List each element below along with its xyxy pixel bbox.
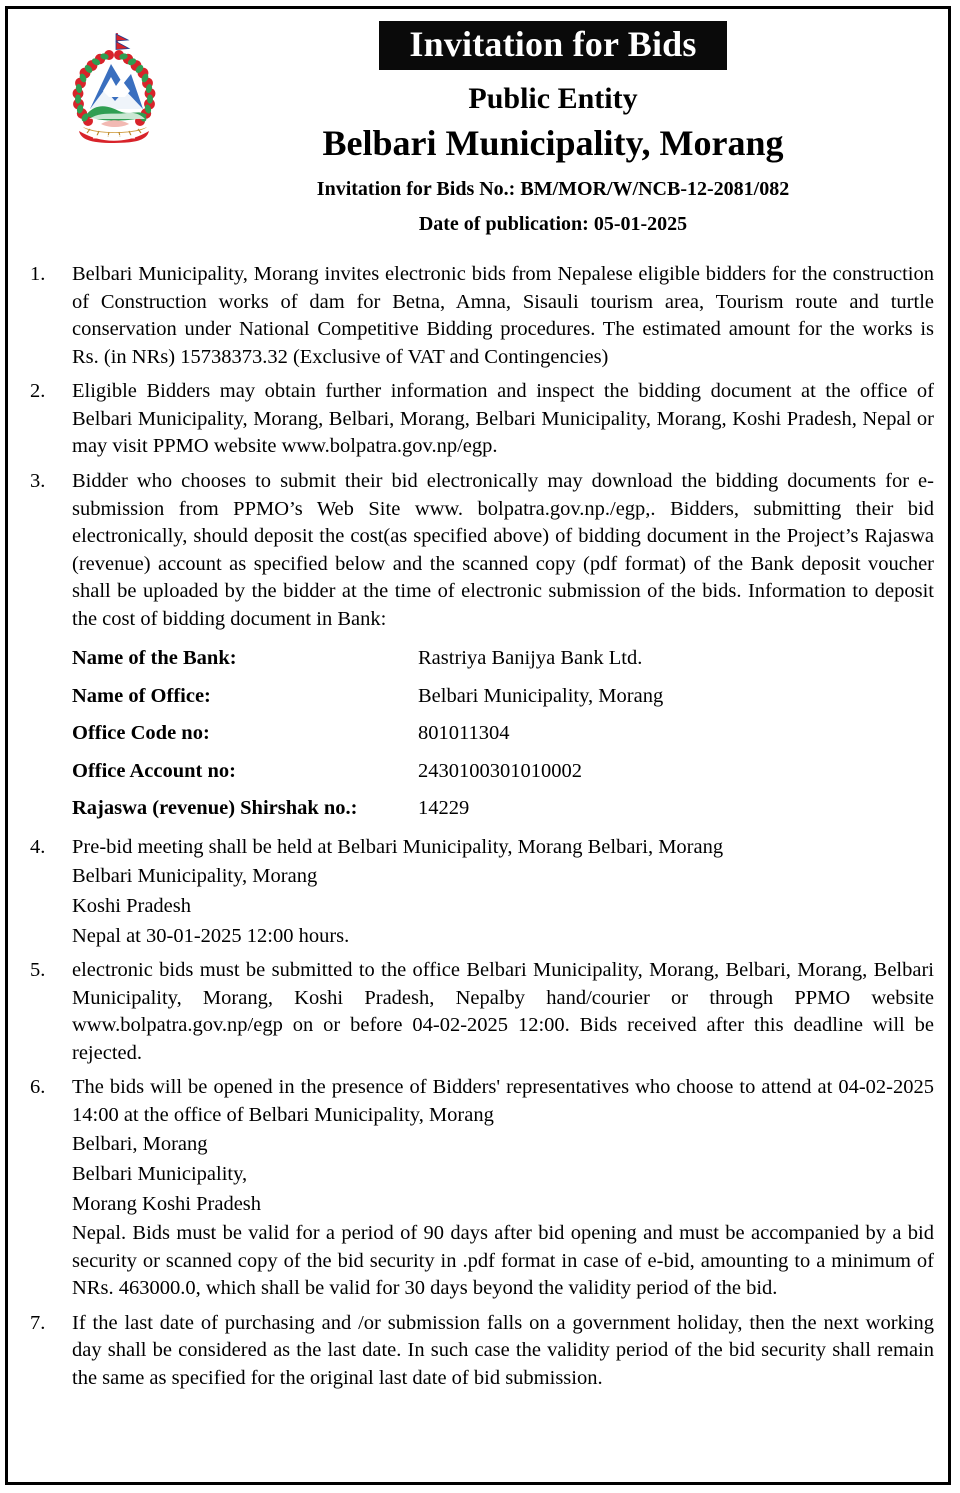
clause-item — [22, 834, 934, 950]
bank-detail-label: Office Account no: — [72, 759, 236, 782]
clause-number: 6. — [30, 1076, 46, 1099]
clause-item — [22, 1074, 934, 1303]
table-row — [72, 790, 663, 828]
clause-subline: Belbari, Morang — [72, 1133, 208, 1156]
clause-text: Pre-bid meeting shall be held at Belbari Municipality, Morang Belbari, Morang — [72, 835, 724, 858]
table-row — [72, 715, 663, 753]
clause-text: Bidder who chooses to submit their bid electronically may download the bidding documents for e-submission from PPMO’s Web Site www. bolpatra.gov.np./egp,. Bidders, submitting their bid electronically, should deposit the cost(as specified above) of bidding document in the Project’s Rajaswa (revenue) account as specified below and the scanned copy (pdf format) of the Bank deposit voucher shall be uploaded by the bidder at the time of electronic submission of the bids. Information to deposit the cost of bidding document in Bank: — [72, 469, 934, 630]
document-header — [16, 13, 940, 261]
table-row — [72, 753, 663, 791]
publication-date: Date of publication: 05-01-2025 — [418, 213, 688, 236]
entity-name: Belbari Municipality, Morang — [322, 122, 784, 163]
clause-list — [22, 261, 934, 633]
invitation-for-bids-number: Invitation for Bids No.: BM/MOR/W/NCB-12-2081/082 — [316, 178, 790, 201]
bank-details-table — [22, 640, 934, 828]
bank-detail-label: Office Code no: — [72, 722, 210, 745]
clause-number: 4. — [30, 835, 46, 858]
clause-subline: Belbari Municipality, Morang — [72, 865, 318, 888]
clause-item — [22, 1310, 934, 1393]
clause-number: 7. — [30, 1311, 46, 1334]
bank-detail-label: Rajaswa (revenue) Shirshak no.: — [72, 797, 358, 820]
clause-number: 2. — [30, 380, 46, 403]
clause-text: electronic bids must be submitted to the office Belbari Municipality, Morang, Belbari, Morang, Belbari Municipality, Morang, Koshi Pradesh, Nepalby hand/courier or through PPMO website www.bolpatra.gov.np/egp on or before 04-02-2025 12:00. Bids received after this deadline will be rejected. — [72, 959, 934, 1064]
document-body — [16, 261, 940, 1393]
bank-detail-value: Belbari Municipality, Morang — [418, 684, 664, 707]
clause-subline: Koshi Pradesh — [72, 894, 192, 917]
clause-text: If the last date of purchasing and /or submission falls on a government holiday, then the next working day shall be considered as the last date. In such case the validity period of the bid security shall remain the same as specified for the original last date of bid submission. — [72, 1311, 934, 1389]
clause-number: 1. — [30, 263, 46, 285]
clause-text: The bids will be opened in the presence of Bidders' representatives who choose to attend at 04-02-2025 14:00 at the office of Belbari Municipality, Morang — [72, 1076, 934, 1126]
document-inner — [8, 9, 948, 1482]
clause-number: 3. — [30, 469, 46, 492]
clause-item — [22, 468, 934, 633]
table-row — [72, 640, 663, 678]
page-title: Invitation for Bids — [379, 21, 726, 70]
clause-subline: Nepal at 30-01-2025 12:00 hours. — [72, 924, 350, 947]
document-page — [5, 6, 951, 1485]
header-text-stack — [176, 13, 930, 236]
bank-detail-value: Rastriya Banijya Bank Ltd. — [418, 647, 643, 670]
clause-item — [22, 378, 934, 461]
clause-item — [22, 261, 934, 371]
clause-item — [22, 957, 934, 1067]
clause-text: Belbari Municipality, Morang invites electronic bids from Nepalese eligible bidders for the construction of Construction works of dam for Betna, Amna, Sisauli tourism area, Tourism route and turtle conservation under National Competitive Bidding procedures. The estimated amount for the works is Rs. (in NRs) 15738373.32 (Exclusive of VAT and Contingencies) — [72, 263, 934, 368]
bank-detail-value: 801011304 — [418, 722, 510, 745]
title-banner-wrapper — [176, 21, 930, 70]
clause-number: 5. — [30, 959, 46, 982]
bank-detail-label: Name of Office: — [72, 684, 211, 707]
clause-subline: Belbari Municipality, — [72, 1163, 248, 1185]
public-entity-label: Public Entity — [468, 82, 638, 116]
nepal-government-emblem-icon — [59, 27, 169, 145]
table-row — [72, 678, 663, 716]
clause-list-continued — [22, 834, 934, 1393]
clause-tail-text: Nepal. Bids must be valid for a period of 90 days after bid opening and must be accompanied by a bid security or scanned copy of the bid security in .pdf format in case of e-bid, amounting to a minimum of NRs. 463000.0, which shall be valid for 30 days beyond the validity period of the bid. — [72, 1222, 934, 1300]
bank-detail-value: 14229 — [418, 797, 470, 820]
clause-subline: Morang Koshi Pradesh — [72, 1192, 262, 1215]
bank-detail-value: 2430100301010002 — [418, 759, 582, 782]
bank-detail-label: Name of the Bank: — [72, 647, 237, 670]
clause-text: Eligible Bidders may obtain further information and inspect the bidding document at the office of Belbari Municipality, Morang, Belbari, Morang, Belbari Municipality, Morang, Koshi Pradesh, Nepal or may visit PPMO website www.bolpatra.gov.np/egp. — [72, 380, 934, 458]
